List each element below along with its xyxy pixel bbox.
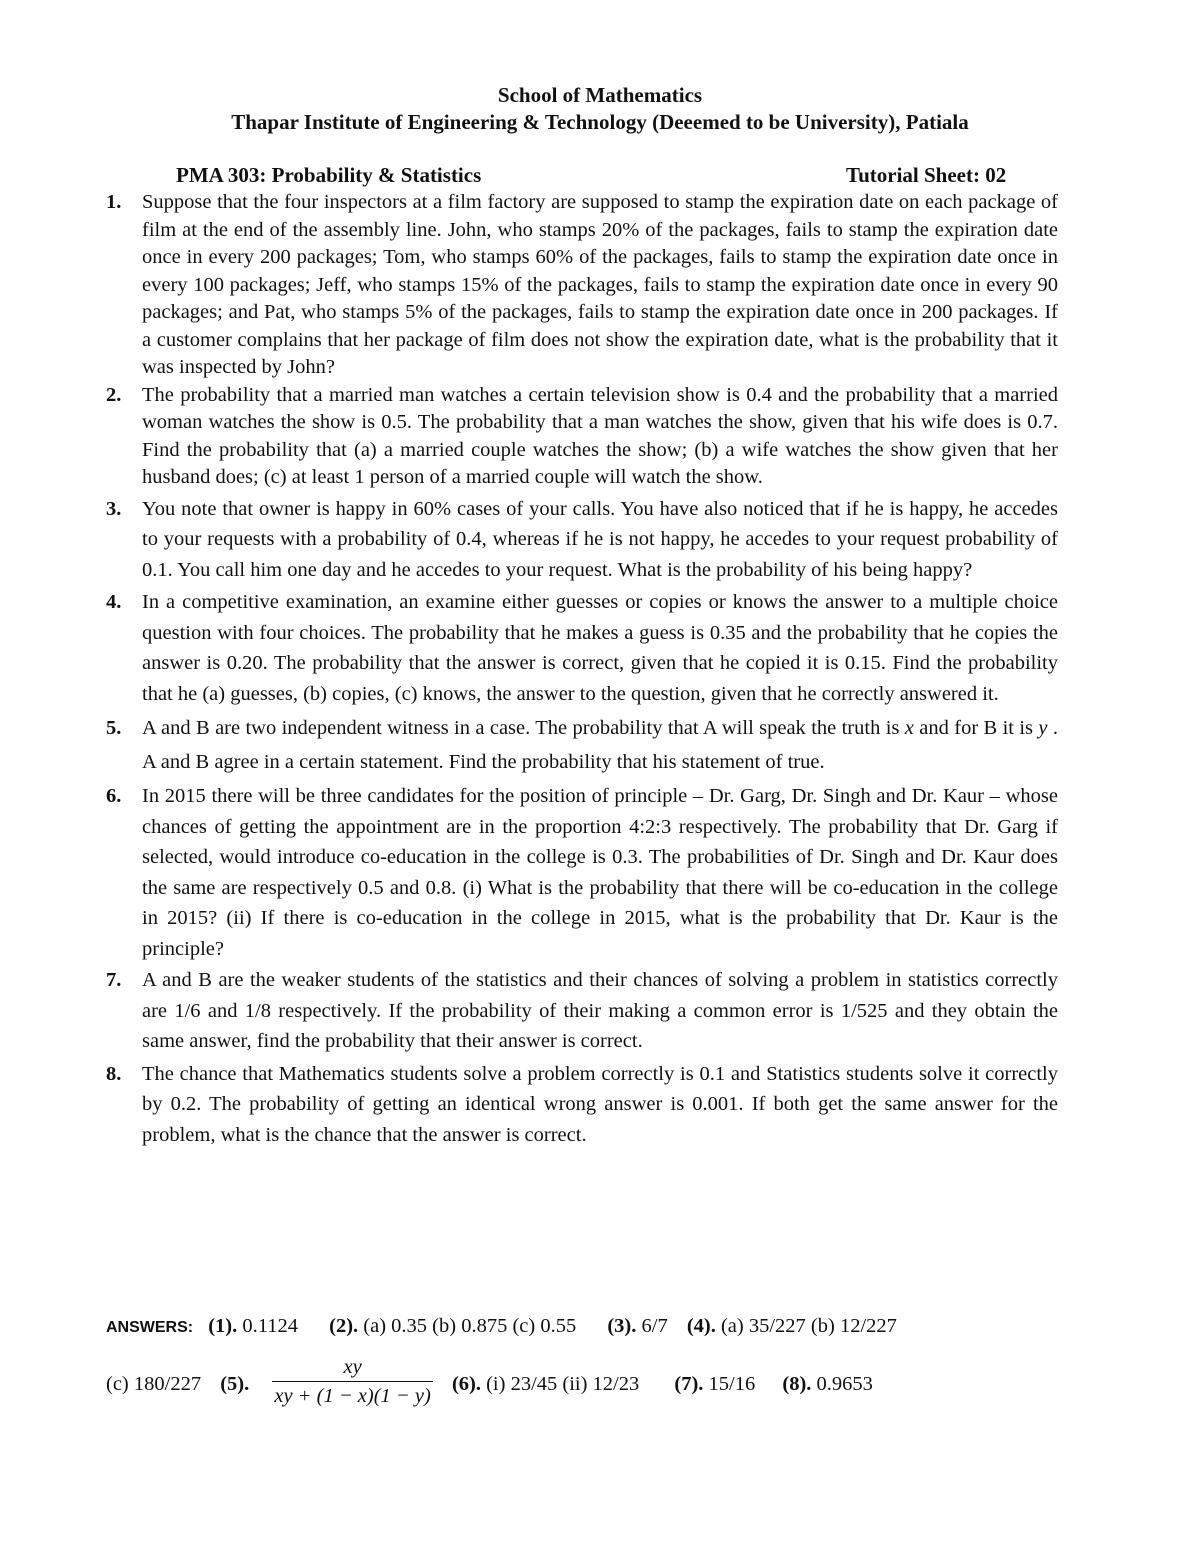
answer-5-fraction: [272, 1355, 432, 1408]
answer-3: 6/7: [641, 1315, 668, 1337]
sheet-number: Tutorial Sheet: 02: [846, 163, 1007, 187]
question-number: 2.: [106, 383, 122, 406]
institute-title: Thapar Institute of Engineering & Technology (Deeemed to be University), Patiala: [231, 110, 969, 134]
question-text-part: and for B it is: [919, 717, 1034, 739]
answer-2: (a) 0.35 (b) 0.875 (c) 0.55: [363, 1315, 577, 1337]
question-5: [106, 711, 1058, 779]
question-number: 5.: [106, 717, 122, 739]
school-title: School of Mathematics: [497, 83, 703, 107]
answer-7: 15/16: [708, 1373, 756, 1396]
answers-line-2: [106, 1356, 873, 1419]
variable-y: y: [1038, 717, 1048, 739]
answer-6-number: (6).: [451, 1373, 481, 1396]
answer-1: 0.1124: [242, 1315, 299, 1337]
question-text: A and B are the weaker students of the statistics and their chances of solving a problem in statistics correctly are 1/6 and 1/8 respectively. If the probability of their making a common error is 1/525 and they obtain the same answer, find the probability that their answer is correct.: [142, 969, 1058, 1052]
answer-8-number: (8).: [782, 1373, 812, 1396]
answer-4: (a) 35/227 (b) 12/227: [720, 1315, 897, 1337]
question-list: [106, 189, 1058, 1150]
answers-line-1: [106, 1312, 897, 1342]
question-2: [106, 382, 1058, 492]
answer-2-number: (2).: [329, 1315, 359, 1337]
fraction-numerator: xy: [343, 1356, 362, 1378]
answer-4-number: (4).: [686, 1315, 716, 1337]
question-text: Suppose that the four inspectors at a film factory are supposed to stamp the expiration date on each package of film at the end of the assembly line. John, who stamps 20% of the packages, fails to stamp the expiration date once in every 200 packages; Tom, who stamps 60% of the packages, fails to stamp the expiration date once in every 100 packages; Jeff, who stamps 15% of the packages, fails to stamp the expiration date once in every 90 packages; and Pat, who stamps 5% of the packages, fails to stamp the expiration date once in 200 packages. If a customer complains that her package of film does not show the expiration date, what is the probability that it was inspected by John?: [142, 191, 1058, 378]
question-8: [106, 1059, 1058, 1151]
answer-3-number: (3).: [607, 1315, 637, 1337]
answer-5-number: (5).: [220, 1373, 250, 1396]
question-1: [106, 189, 1058, 382]
answer-8: 0.9653: [816, 1373, 873, 1396]
question-text-part: . A and B agree in a certain statement. Find the probability that his statement of true.: [142, 717, 1059, 773]
question-text: In 2015 there will be three candidates for the position of principle – Dr. Garg, Dr. Singh and Dr. Kaur – whose chances of getting the appointment are in the proportion 4:2:3 respectively. The probability that Dr. Garg if selected, would introduce co-education in the college is 0.3. The probabilities of Dr. Singh and Dr. Kaur does the same are respectively 0.5 and 0.8. (i) What is the probability that there will be co-education in the college in 2015? (ii) If there is co-education in the college in 2015, what is the probability that Dr. Kaur is the principle?: [142, 785, 1058, 960]
question-text: The probability that a married man watches a certain television show is 0.4 and the probability that a married woman watches the show is 0.5. The probability that a man watches the show, given that his wife does is 0.7. Find the probability that (a) a married couple watches the show; (b) a wife watches the show given that her husband does; (c) at least 1 person of a married couple will watch the show.: [142, 383, 1058, 488]
question-text-part: A and B are two independent witness in a case. The probability that A will speak the truth is: [142, 717, 900, 739]
question-number: 3.: [106, 497, 122, 520]
question-6: [106, 781, 1058, 964]
question-4: [106, 587, 1058, 709]
answer-7-number: (7).: [674, 1373, 704, 1396]
question-number: 1.: [106, 191, 122, 213]
question-3: [106, 494, 1058, 586]
question-number: 8.: [106, 1062, 122, 1085]
question-text: The chance that Mathematics students solve a problem correctly is 0.1 and Statistics students solve it correctly by 0.2. The probability of getting an identical wrong answer is 0.001. If both get the same answer for the problem, what is the chance that the answer is correct.: [142, 1062, 1058, 1146]
question-number: 4.: [106, 591, 122, 613]
answer-6: (i) 23/45 (ii) 12/23: [486, 1373, 640, 1396]
question-number: 6.: [106, 785, 122, 807]
answer-4c: (c) 180/227: [106, 1373, 202, 1396]
course-title: PMA 303: Probability & Statistics: [176, 163, 482, 187]
question-text: [142, 711, 1058, 779]
question-text: You note that owner is happy in 60% cases of your calls. You have also noticed that if he is happy, he accedes to your requests with a probability of 0.4, whereas if he is not happy, he accedes to your request probability of 0.1. You call him one day and he accedes to your request. What is the probability of his being happy?: [142, 497, 1058, 581]
question-text: In a competitive examination, an examine either guesses or copies or knows the answer to a multiple choice question with four choices. The probability that he makes a guess is 0.35 and the probability that he copies the answer is 0.20. The probability that the answer is correct, given that he copied it is 0.15. Find the probability that he (a) guesses, (b) copies, (c) knows, the answer to the question, given that he correctly answered it.: [142, 591, 1058, 705]
answers-label: ANSWERS:: [106, 1319, 194, 1336]
answer-1-number: (1).: [208, 1315, 238, 1337]
question-7: [106, 965, 1058, 1057]
variable-x: x: [904, 717, 914, 739]
question-number: 7.: [106, 969, 122, 991]
fraction-denominator: xy + (1 − x)(1 − y): [272, 1381, 432, 1408]
